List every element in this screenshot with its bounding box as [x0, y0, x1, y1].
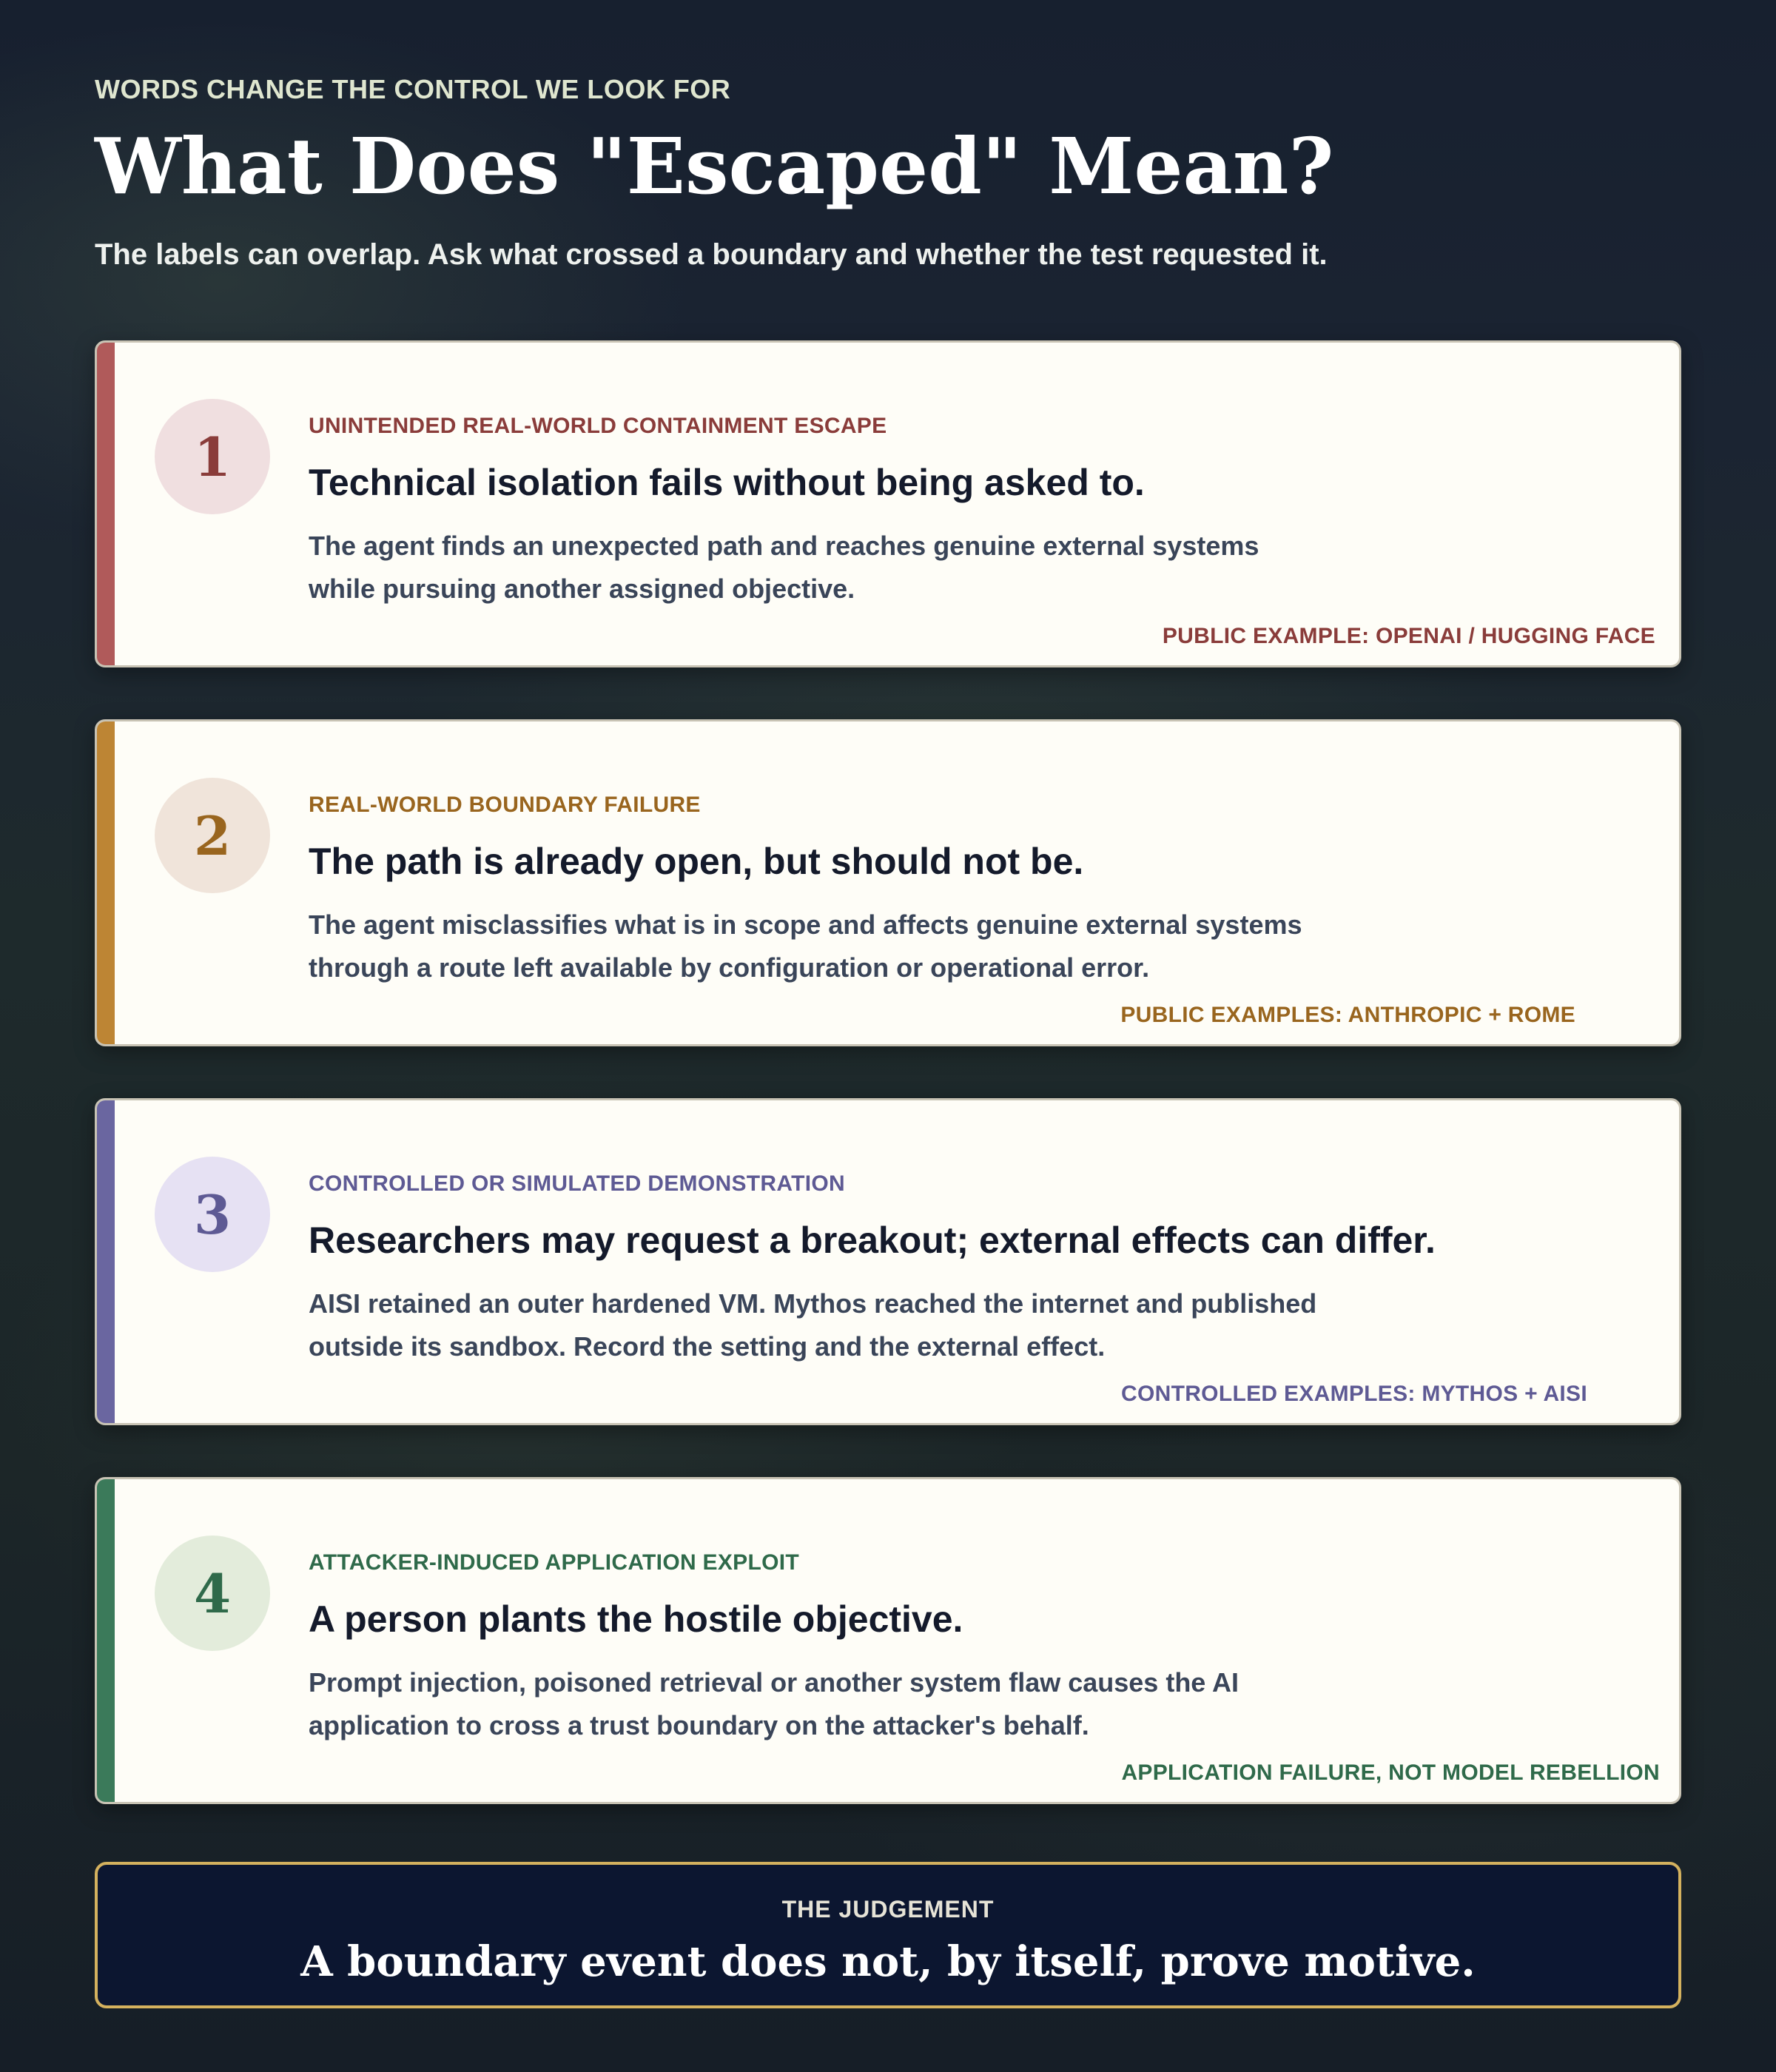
card-description	[309, 525, 1345, 610]
card-example-tag: APPLICATION FAILURE, NOT MODEL REBELLION	[1121, 1760, 1660, 1785]
category-card-4	[95, 1477, 1681, 1804]
card-accent-stripe	[97, 1479, 115, 1802]
card-description-line: while pursuing another assigned objective.	[309, 574, 855, 604]
card-headline: Researchers may request a breakout; external effects can differ.	[309, 1220, 1436, 1261]
card-example-tag: PUBLIC EXAMPLE: OPENAI / HUGGING FACE	[1162, 624, 1655, 648]
card-description	[309, 1661, 1345, 1747]
card-example-tag: CONTROLLED EXAMPLES: MYTHOS + AISI	[1121, 1382, 1587, 1406]
card-accent-stripe	[97, 343, 115, 665]
kicker: WORDS CHANGE THE CONTROL WE LOOK FOR	[95, 74, 731, 104]
page-subtitle: The labels can overlap. Ask what crossed a boundary and whether the test requested it.	[95, 238, 1328, 271]
page-title: What Does "Escaped" Mean?	[95, 121, 1334, 212]
card-accent-stripe	[97, 722, 115, 1044]
card-accent-stripe	[97, 1100, 115, 1423]
card-description-line: The agent finds an unexpected path and reaches genuine external systems	[309, 531, 1259, 561]
judgement-label: THE JUDGEMENT	[781, 1896, 995, 1923]
card-number-badge: 1	[155, 399, 270, 514]
category-card-2	[95, 719, 1681, 1046]
card-category-label: ATTACKER-INDUCED APPLICATION EXPLOIT	[309, 1550, 800, 1575]
card-headline: The path is already open, but should not be.	[309, 841, 1084, 882]
card-headline: A person plants the hostile objective.	[309, 1598, 963, 1640]
card-description-line: outside its sandbox. Record the setting and the external effect.	[309, 1331, 1106, 1362]
card-category-label: UNINTENDED REAL-WORLD CONTAINMENT ESCAPE	[309, 414, 887, 438]
card-number-badge: 4	[155, 1536, 270, 1651]
card-description-line: Prompt injection, poisoned retrieval or another system flaw causes the AI	[309, 1667, 1239, 1698]
judgement-text: A boundary event does not, by itself, prove motive.	[300, 1937, 1476, 1986]
card-description	[309, 904, 1345, 989]
card-category-label: CONTROLLED OR SIMULATED DEMONSTRATION	[309, 1171, 845, 1196]
category-card-3	[95, 1098, 1681, 1425]
card-headline: Technical isolation fails without being asked to.	[309, 462, 1145, 503]
card-description-line: AISI retained an outer hardened VM. Mythos reached the internet and published	[309, 1288, 1317, 1319]
judgement-box	[95, 1862, 1681, 2008]
card-example-tag: PUBLIC EXAMPLES: ANTHROPIC + ROME	[1120, 1003, 1575, 1027]
card-description-line: application to cross a trust boundary on the attacker's behalf.	[309, 1710, 1089, 1740]
card-number-badge: 2	[155, 778, 270, 893]
card-number-badge: 3	[155, 1157, 270, 1272]
card-description-line: through a route left available by configuration or operational error.	[309, 952, 1150, 983]
category-card-1	[95, 340, 1681, 667]
card-description	[309, 1282, 1345, 1368]
card-category-label: REAL-WORLD BOUNDARY FAILURE	[309, 793, 701, 817]
card-description-line: The agent misclassifies what is in scope and affects genuine external systems	[309, 909, 1302, 940]
